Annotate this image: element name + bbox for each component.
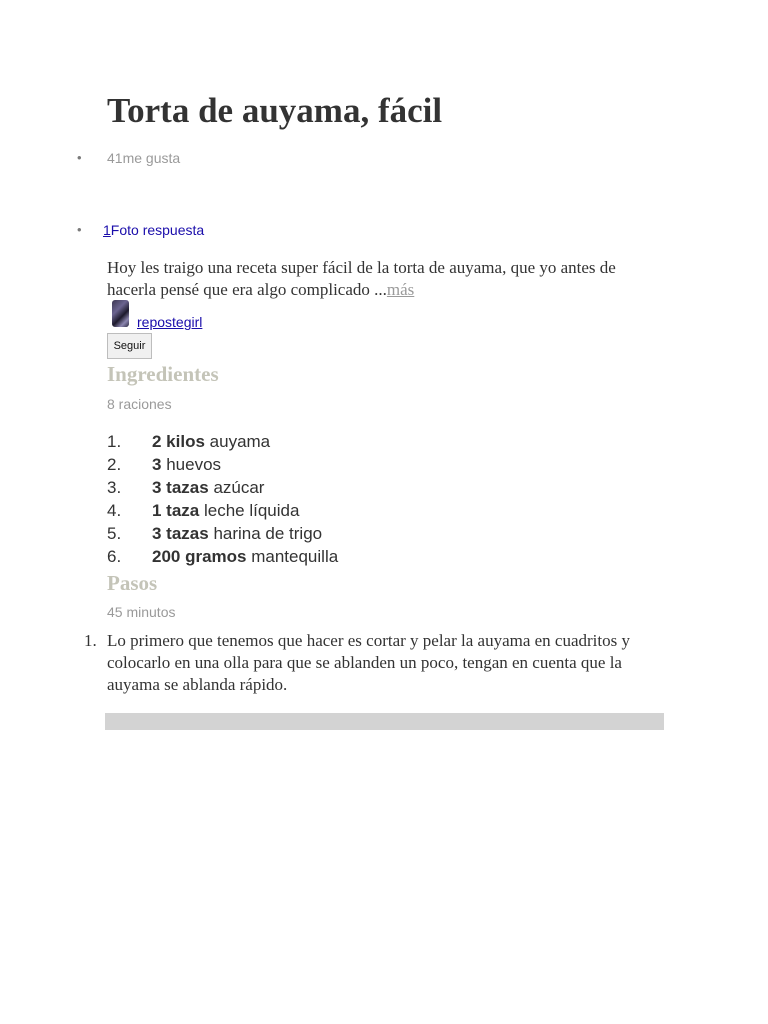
ingredient-quantity: 200 gramos (152, 547, 247, 566)
likes-item (0, 147, 768, 169)
step-text: Lo primero que tenemos que hacer es cortar y pelar la auyama en cuadritos y colocarlo en una olla para que se ablanden un poco, tengan en cuenta que la auyama se ablanda rápido. (107, 631, 630, 694)
ingredient-name: auyama (209, 432, 271, 451)
ingredient-quantity: 3 tazas (152, 524, 209, 543)
ingredient-number: 1. (107, 432, 122, 451)
ingredient-quantity: 3 (152, 455, 162, 474)
step-item (84, 630, 667, 696)
ingredient-number: 2. (107, 455, 122, 474)
ingredient-name: azúcar (213, 478, 265, 497)
photo-replies-label: Foto respuesta (110, 222, 205, 238)
recipe-intro-text: Hoy les traigo una receta super fácil de la torta de auyama, que yo antes de hacerla pensé que era algo complicado ... (107, 258, 616, 299)
ingredient-item (107, 499, 338, 522)
ingredient-number: 3. (107, 478, 122, 497)
recipe-intro (107, 257, 667, 301)
bullet-icon: • (77, 150, 82, 165)
author-avatar[interactable] (112, 300, 129, 327)
ingredient-number: 5. (107, 524, 122, 543)
steps-heading: Pasos (107, 571, 158, 595)
ingredient-quantity: 2 kilos (152, 432, 205, 451)
likes-count: 41 (107, 150, 123, 166)
ingredient-name: mantequilla (251, 547, 339, 566)
follow-button[interactable]: Seguir (107, 333, 152, 359)
ingredient-number: 4. (107, 501, 122, 520)
ingredient-name: huevos (166, 455, 222, 474)
page-title: Torta de auyama, fácil (107, 91, 443, 130)
step-number: 1. (84, 631, 97, 650)
servings-label: 8 raciones (107, 396, 172, 412)
step-image-placeholder (105, 713, 664, 730)
ingredient-item (107, 453, 338, 476)
duration-label: 45 minutos (107, 604, 176, 620)
ingredient-item (107, 430, 338, 453)
more-link[interactable]: más (386, 280, 415, 299)
ingredient-quantity: 1 taza (152, 501, 200, 520)
ingredient-item (107, 545, 338, 568)
ingredient-name: harina de trigo (213, 524, 323, 543)
ingredient-list (107, 430, 338, 568)
ingredients-heading: Ingredientes (107, 362, 219, 386)
likes-label: me gusta (122, 150, 181, 166)
ingredient-item (107, 476, 338, 499)
ingredient-quantity: 3 tazas (152, 478, 209, 497)
ingredient-item (107, 522, 338, 545)
photo-replies-count: 1 (103, 222, 111, 238)
step-list (84, 630, 667, 696)
ingredient-number: 6. (107, 547, 122, 566)
ingredient-name: leche líquida (203, 501, 300, 520)
likes-counter[interactable] (107, 147, 180, 169)
photo-replies-item (0, 219, 768, 241)
author-name-link[interactable]: repostegirl (137, 314, 203, 330)
bullet-icon: • (77, 222, 82, 237)
photo-replies-link[interactable] (100, 219, 204, 241)
